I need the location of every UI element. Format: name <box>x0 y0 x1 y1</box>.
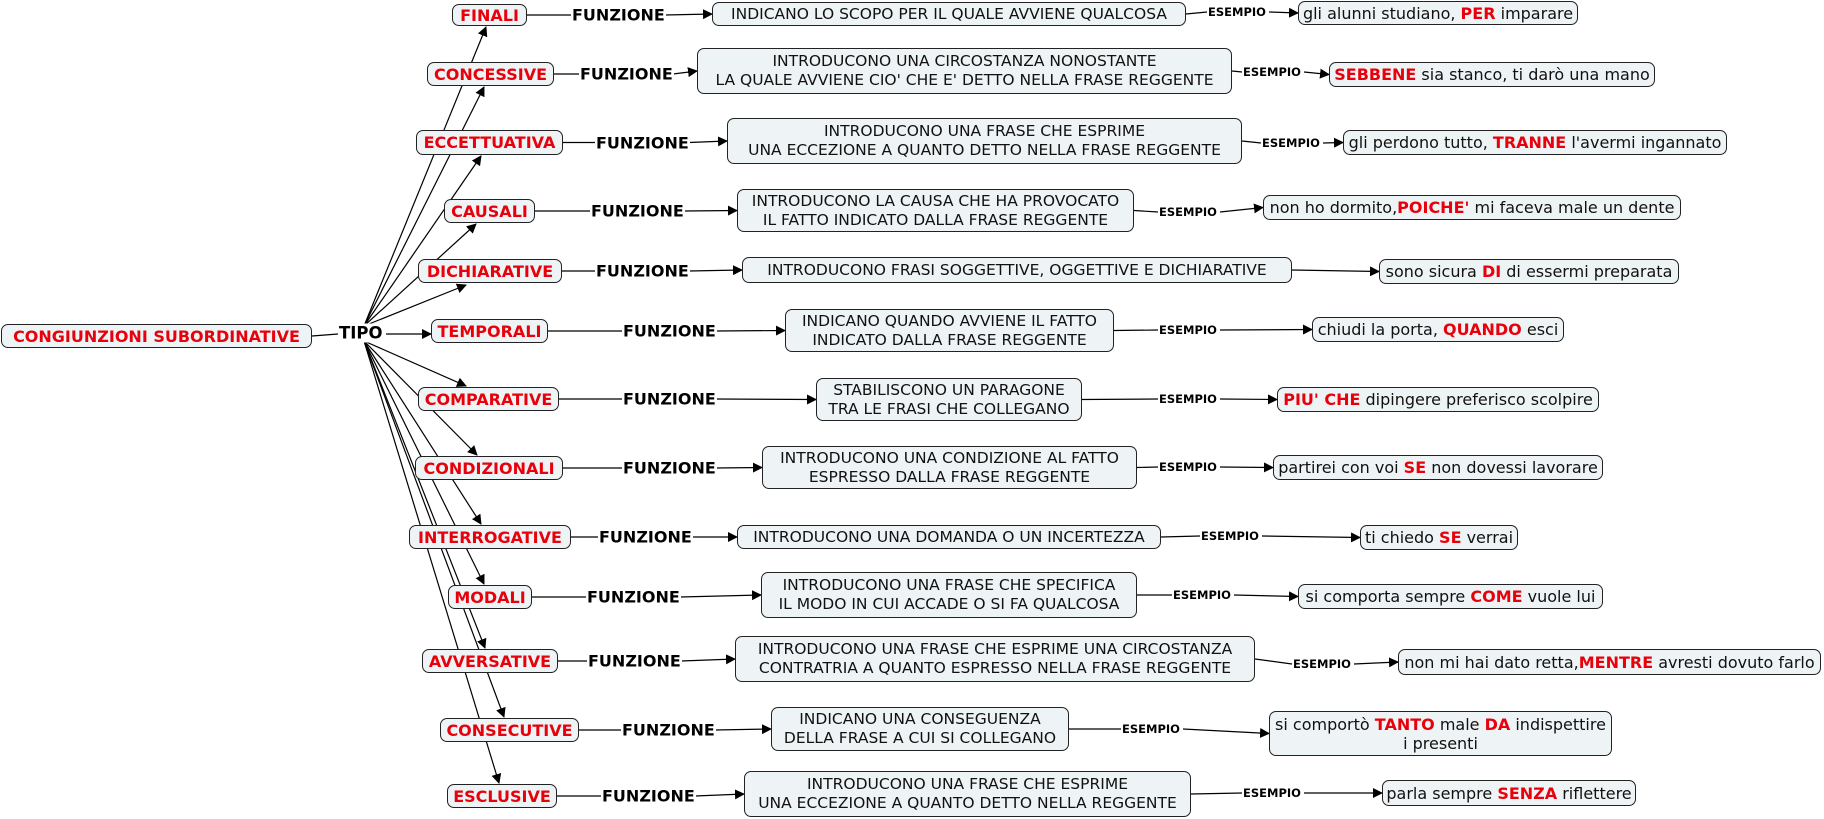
link-label-funzione: FUNZIONE <box>623 458 716 478</box>
category-label: MODALI <box>454 587 526 607</box>
description-line: UNA ECCEZIONE A QUANTO DETTO NELLA REGGENTE <box>758 794 1177 812</box>
example-node-condizionali[interactable] <box>1273 455 1603 480</box>
example-fragment: esci <box>1521 320 1559 339</box>
link-label-esempio: ESEMPIO <box>1173 588 1231 602</box>
link-label-esempio: ESEMPIO <box>1122 722 1180 736</box>
example-fragment: sia stanco, ti darò una mano <box>1416 65 1650 84</box>
example-node-eccettuativa[interactable] <box>1343 130 1727 155</box>
example-text <box>1275 715 1606 753</box>
function-description-temporali[interactable] <box>785 309 1114 352</box>
category-label: FINALI <box>460 5 519 25</box>
link-label-esempio: ESEMPIO <box>1243 786 1301 800</box>
example-fragment: imparare <box>1495 3 1574 23</box>
example-text <box>1365 528 1513 547</box>
description-line: INDICANO UNA CONSEGUENZA <box>799 710 1041 728</box>
category-node-condizionali[interactable] <box>415 456 563 480</box>
example-fragment: di essermi preparata <box>1501 262 1673 281</box>
category-label: AVVERSATIVE <box>428 651 552 671</box>
example-text <box>1303 4 1573 23</box>
function-description-concessive[interactable] <box>697 48 1232 94</box>
function-description-causali[interactable] <box>737 189 1134 232</box>
category-node-modali[interactable] <box>448 585 532 609</box>
example-node-consecutive[interactable] <box>1269 711 1612 756</box>
example-node-finali[interactable] <box>1298 1 1578 25</box>
example-node-esclusive[interactable] <box>1382 780 1636 806</box>
description-line: INDICANO QUANDO AVVIENE IL FATTO <box>801 311 1097 330</box>
link-label-esempio: ESEMPIO <box>1159 205 1217 219</box>
example-node-modali[interactable] <box>1298 584 1603 609</box>
example-node-causali[interactable] <box>1263 195 1681 220</box>
example-fragment: avresti dovuto farlo <box>1653 652 1815 672</box>
category-label: COMPARATIVE <box>424 389 553 409</box>
description-line: INTRODUCONO UNA CONDIZIONE AL FATTO <box>780 448 1119 467</box>
description-line: LA QUALE AVVIENE CIO' CHE E' DETTO NELLA FRASE REGGENTE <box>715 71 1214 89</box>
example-fragment: si comportò <box>1275 714 1375 734</box>
description-line: IL FATTO INDICATO DALLA FRASE REGGENTE <box>762 210 1109 229</box>
example-fragment: si comporta sempre <box>1305 587 1471 606</box>
example-text <box>1386 784 1631 803</box>
example-text <box>1404 653 1814 672</box>
category-node-finali[interactable] <box>452 4 527 26</box>
category-node-eccettuativa[interactable] <box>416 130 563 155</box>
link-label-esempio: ESEMPIO <box>1159 460 1217 474</box>
example-node-temporali[interactable] <box>1312 317 1564 342</box>
description-line: INTRODUCONO UNA FRASE CHE ESPRIME <box>823 122 1145 140</box>
link-label-esempio: ESEMPIO <box>1243 65 1301 79</box>
conjunction-keyword: QUANDO <box>1443 320 1522 339</box>
example-node-dichiarative[interactable] <box>1379 259 1679 284</box>
link-label-funzione: FUNZIONE <box>622 720 715 740</box>
link-label-funzione: FUNZIONE <box>587 587 680 607</box>
example-text <box>1283 390 1593 409</box>
description-line: INDICATO DALLA FRASE REGGENTE <box>812 330 1087 349</box>
example-fragment: mi faceva male un dente <box>1469 198 1675 217</box>
category-label: ECCETTUATIVA <box>423 133 556 152</box>
description-line: INDICANO LO SCOPO PER IL QUALE AVVIENE QUALCOSA <box>731 4 1167 23</box>
description-line: ESPRESSO DALLA FRASE REGGENTE <box>808 467 1091 486</box>
function-description-dichiarative[interactable] <box>742 257 1292 283</box>
example-node-avversative[interactable] <box>1398 649 1821 675</box>
example-fragment: gli perdono tutto, <box>1348 133 1493 152</box>
conjunction-keyword: SE <box>1439 528 1462 547</box>
category-label: CONSECUTIVE <box>446 720 573 740</box>
link-label-esempio: ESEMPIO <box>1201 529 1259 543</box>
link-label-funzione: FUNZIONE <box>596 261 689 281</box>
example-node-interrogative[interactable] <box>1360 525 1518 550</box>
root-label: CONGIUNZIONI SUBORDINATIVE <box>13 326 300 346</box>
description-line: TRA LE FRASI CHE COLLEGANO <box>828 399 1070 418</box>
link-label-esempio: ESEMPIO <box>1262 136 1320 150</box>
description-line: INTRODUCONO UNA FRASE CHE SPECIFICA <box>782 576 1116 594</box>
function-description-modali[interactable] <box>761 572 1137 618</box>
description-line: INTRODUCONO UNA FRASE CHE ESPRIME <box>806 775 1128 793</box>
category-label: DICHIARATIVE <box>426 261 554 281</box>
link-label-funzione: FUNZIONE <box>596 133 689 152</box>
function-description-condizionali[interactable] <box>762 446 1137 489</box>
example-fragment: ti chiedo <box>1364 528 1440 547</box>
link-label-funzione: FUNZIONE <box>572 5 665 25</box>
function-description-comparative[interactable] <box>816 378 1082 421</box>
conjunction-keyword: SE <box>1403 458 1427 477</box>
category-node-dichiarative[interactable] <box>418 259 562 283</box>
example-text <box>1334 65 1650 84</box>
link-label-funzione: FUNZIONE <box>602 786 695 806</box>
example-fragment: partirei con voi <box>1278 458 1404 477</box>
category-label: TEMPORALI <box>437 321 542 341</box>
link-label-funzione: FUNZIONE <box>591 201 684 221</box>
category-node-interrogative[interactable] <box>409 525 571 549</box>
example-fragment: sono sicura <box>1385 262 1482 281</box>
example-text <box>1318 320 1559 339</box>
category-label: CONCESSIVE <box>434 64 547 84</box>
category-node-avversative[interactable] <box>422 649 558 673</box>
conjunction-keyword: TRANNE <box>1492 133 1567 152</box>
category-node-esclusive[interactable] <box>447 784 557 808</box>
example-text <box>1306 587 1596 606</box>
link-label-tipo: TIPO <box>339 323 383 343</box>
example-fragment: riflettere <box>1557 783 1632 803</box>
example-text <box>1278 458 1598 477</box>
example-fragment: male <box>1434 714 1485 734</box>
example-fragment: parla sempre <box>1386 783 1498 803</box>
category-label: INTERROGATIVE <box>418 527 562 547</box>
example-fragment: vuole lui <box>1522 587 1596 606</box>
description-line: UNA ECCEZIONE A QUANTO DETTO NELLA FRASE REGGENTE <box>748 141 1221 159</box>
example-fragment: i presenti <box>1403 733 1478 753</box>
category-node-causali[interactable] <box>444 199 535 223</box>
category-node-temporali[interactable] <box>431 319 548 343</box>
example-fragment: non dovessi lavorare <box>1426 458 1598 477</box>
description-line: INTRODUCONO UNA CIRCOSTANZA NONOSTANTE <box>772 52 1157 70</box>
link-label-esempio: ESEMPIO <box>1159 392 1217 406</box>
example-fragment: verrai <box>1461 528 1514 547</box>
category-label: CAUSALI <box>451 201 528 221</box>
description-line: CONTRATRIA A QUANTO ESPRESSO NELLA FRASE REGGENTE <box>758 659 1232 677</box>
function-description-interrogative[interactable] <box>737 525 1161 549</box>
conjunction-keyword: DA <box>1484 714 1511 734</box>
function-description-finali[interactable] <box>712 2 1186 26</box>
category-label: CONDIZIONALI <box>423 458 555 478</box>
example-text <box>1270 198 1675 217</box>
example-node-concessive[interactable] <box>1329 62 1655 87</box>
function-description-consecutive[interactable] <box>771 707 1069 751</box>
link-label-funzione: FUNZIONE <box>580 64 673 84</box>
example-fragment: non ho dormito, <box>1269 198 1398 217</box>
conjunction-keyword: SENZA <box>1497 783 1558 803</box>
link-label-funzione: FUNZIONE <box>588 651 681 671</box>
root-concept-congiunzioni-subordinative[interactable] <box>1 324 312 348</box>
description-line: STABILISCONO UN PARAGONE <box>833 380 1065 399</box>
example-node-comparative[interactable] <box>1277 387 1599 412</box>
link-label-esempio: ESEMPIO <box>1208 5 1266 19</box>
description-line: INTRODUCONO UNA FRASE CHE ESPRIME UNA CIRCOSTANZA <box>757 640 1233 658</box>
conjunction-keyword: SEBBENE <box>1334 65 1417 84</box>
description-line: IL MODO IN CUI ACCADE O SI FA QUALCOSA <box>778 595 1120 613</box>
description-line: INTRODUCONO UNA DOMANDA O UN INCERTEZZA <box>753 527 1145 546</box>
conjunction-keyword: TANTO <box>1374 714 1435 734</box>
link-label-esempio: ESEMPIO <box>1159 323 1217 337</box>
link-label-funzione: FUNZIONE <box>623 389 716 409</box>
function-description-eccettuativa[interactable] <box>727 118 1242 164</box>
conjunction-keyword: PIU' CHE <box>1283 390 1361 409</box>
conjunction-keyword: DI <box>1481 262 1502 281</box>
category-node-concessive[interactable] <box>427 62 554 86</box>
example-fragment: chiudi la porta, <box>1317 320 1444 339</box>
example-fragment: gli alunni studiano, <box>1302 3 1461 23</box>
conjunction-keyword: MENTRE <box>1578 652 1654 672</box>
example-text <box>1386 262 1673 281</box>
conjunction-keyword: COME <box>1470 587 1523 606</box>
function-description-avversative[interactable] <box>735 636 1255 682</box>
link-label-esempio: ESEMPIO <box>1293 657 1351 671</box>
link-label-funzione: FUNZIONE <box>623 321 716 341</box>
description-line: INTRODUCONO LA CAUSA CHE HA PROVOCATO <box>751 191 1120 210</box>
conjunction-keyword: PER <box>1460 3 1496 23</box>
category-node-consecutive[interactable] <box>440 718 579 742</box>
description-line: DELLA FRASE A CUI SI COLLEGANO <box>783 729 1057 747</box>
example-fragment: indispettire <box>1510 714 1606 734</box>
example-text <box>1349 133 1722 152</box>
function-description-esclusive[interactable] <box>744 771 1191 817</box>
example-fragment: l'avermi ingannato <box>1566 133 1722 152</box>
category-node-comparative[interactable] <box>418 387 559 411</box>
example-fragment: dipingere preferisco scolpire <box>1360 390 1593 409</box>
link-label-funzione: FUNZIONE <box>599 527 692 547</box>
conjunction-keyword: POICHE' <box>1397 198 1470 217</box>
description-line: INTRODUCONO FRASI SOGGETTIVE, OGGETTIVE E DICHIARATIVE <box>767 260 1267 279</box>
example-fragment: non mi hai dato retta, <box>1404 652 1579 672</box>
category-label: ESCLUSIVE <box>453 786 551 806</box>
